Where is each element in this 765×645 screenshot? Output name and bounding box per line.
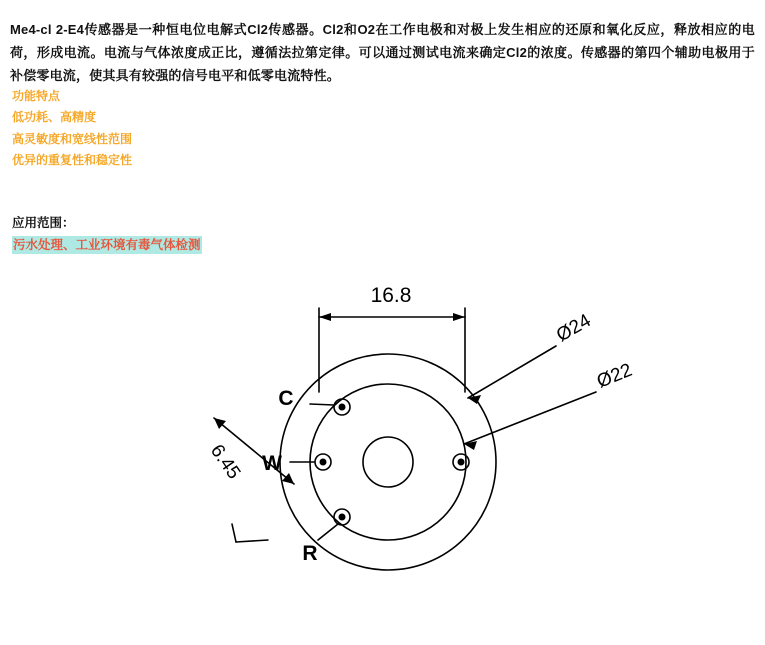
electrode-reference-dot	[339, 514, 346, 521]
dimension-inner-diameter-label: Ø22	[594, 359, 636, 393]
leader-outer-diameter	[468, 346, 556, 398]
feature-item-1: 低功耗、高精度	[12, 110, 97, 125]
electrode-counter-dot	[339, 404, 346, 411]
leader-inner-diameter	[464, 392, 596, 444]
application-title: 应用范围：	[12, 216, 75, 230]
leader-counter	[310, 404, 334, 405]
dim-arrow-left	[319, 313, 331, 321]
feature-item-2: 高灵敏度和宽线性范围	[12, 131, 133, 146]
dimension-width-label: 16.8	[370, 284, 412, 307]
application-section	[12, 212, 512, 254]
intro-paragraph: Me4-cl 2-E4传感器是一种恒电位电解式Cl2传感器。Cl2和O2在工作电极和对极上发生相应的还原和氧化反应，释放相应的电荷，形成电流。电流与气体浓度成正比，遵循法拉第定律。可以通过测试电流来确定Cl2的浓度。传感器的第四个辅助电极用于补偿零电流，使其具有较强的信号电平和低零电流特性。	[10, 22, 755, 83]
pin-label-reference: R	[302, 542, 318, 565]
spacing-tick	[232, 524, 236, 542]
sensor-dimension-drawing	[0, 272, 765, 645]
dimension-pin-spacing-label: 6.45	[205, 440, 245, 484]
features-title: 功能特点	[12, 89, 61, 103]
application-value: 污水处理、工业环境有毒气体检测	[12, 236, 202, 254]
electrode-working-dot	[320, 459, 327, 466]
features-section	[12, 86, 412, 171]
center-hole	[363, 437, 413, 487]
electrode-right-dot	[458, 459, 465, 466]
dimension-outer-diameter-label: Ø24	[553, 310, 595, 347]
leader-arrow-inner	[464, 441, 477, 450]
spacing-base	[236, 540, 268, 542]
feature-item-3: 优异的重复性和稳定性	[12, 153, 133, 168]
leader-reference	[318, 524, 338, 540]
dim-arrow-right	[453, 313, 465, 321]
pin-label-working: W	[262, 452, 282, 475]
pin-label-counter: C	[278, 387, 294, 410]
